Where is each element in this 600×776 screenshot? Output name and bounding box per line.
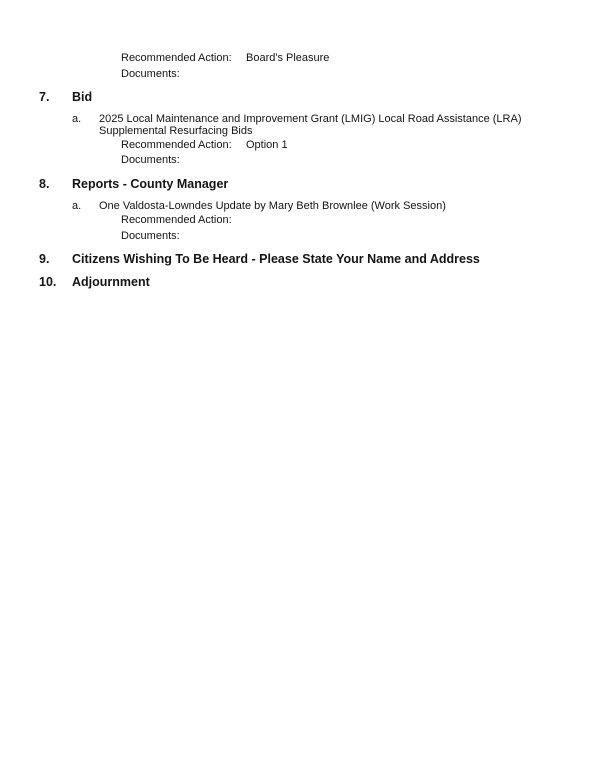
section-number: 8. [39, 177, 50, 191]
item-letter: a. [72, 200, 82, 212]
recommended-action-label: Recommended Action: [121, 52, 232, 64]
section-title: Bid [72, 90, 93, 104]
item-title-line1: One Valdosta-Lowndes Update by Mary Beth Brownlee (Work Session) [99, 200, 446, 212]
recommended-action-label: Recommended Action: [121, 214, 232, 226]
item-letter: a. [72, 113, 82, 125]
recommended-action-value: Board's Pleasure [246, 52, 330, 64]
documents-label: Documents: [121, 154, 180, 166]
section-title: Adjournment [72, 275, 150, 289]
item-title-line2: Supplemental Resurfacing Bids [99, 125, 253, 137]
section-number: 7. [39, 90, 50, 104]
section-number: 10. [39, 275, 57, 289]
item-title-line1: 2025 Local Maintenance and Improvement Grant (LMIG) Local Road Assistance (LRA) [99, 113, 522, 125]
section-number: 9. [39, 252, 50, 266]
documents-label: Documents: [121, 68, 180, 80]
documents-label: Documents: [121, 230, 180, 242]
section-title: Citizens Wishing To Be Heard - Please State Your Name and Address [72, 252, 480, 266]
recommended-action-value: Option 1 [246, 139, 288, 151]
recommended-action-label: Recommended Action: [121, 139, 232, 151]
section-title: Reports - County Manager [72, 177, 229, 191]
